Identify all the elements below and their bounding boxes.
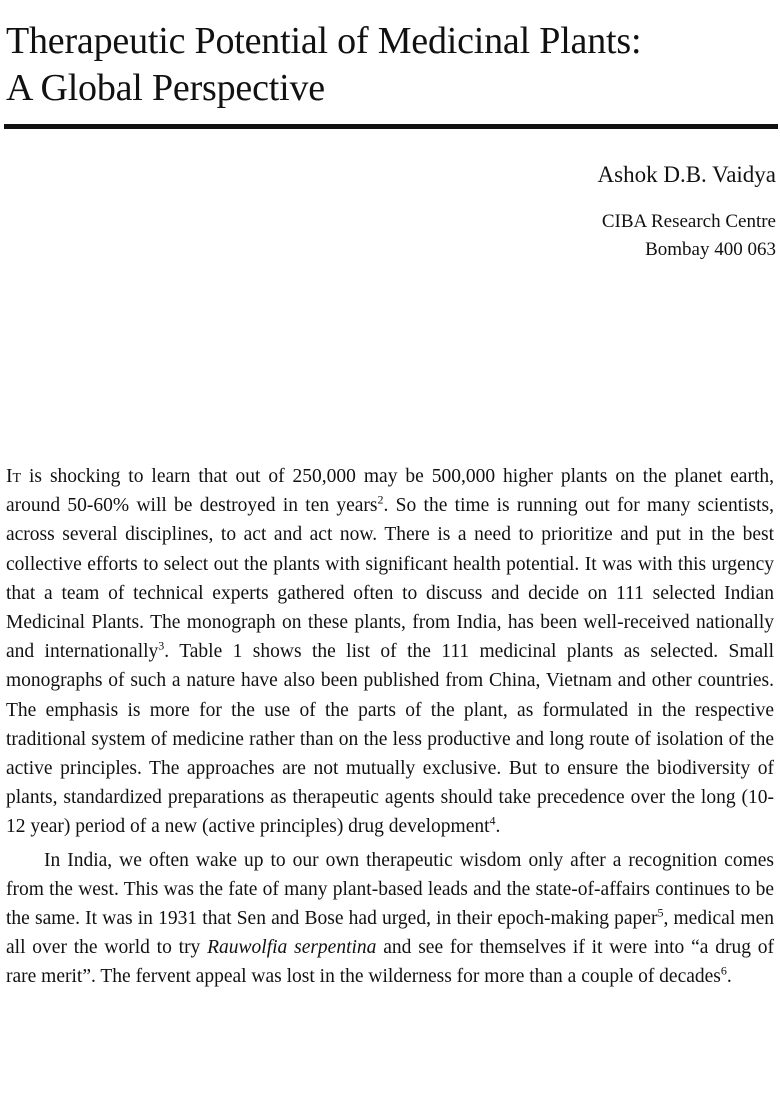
paragraph-1-text-b: . So the time is running out for many scientists, across several disciplines, to act and act now. There is a need to prioritize and put in the best collective efforts to select out the plants with significant health potential. It was with this urgency that a team of technical experts gathered often to discuss and decide on 111 selected Indian Medicinal Plants. The monograph on these plants, from India, has been well-received nationally and internationally — [6, 495, 775, 663]
title-line-2: A Global Perspective — [6, 67, 325, 109]
affiliation — [602, 208, 776, 264]
reference-2: 2 — [377, 492, 384, 507]
species-name: Rauwolfia serpentina — [207, 937, 377, 959]
author-name: Ashok D.B. Vaidya — [597, 162, 776, 187]
paragraph-1 — [6, 462, 774, 842]
reference-6: 6 — [720, 963, 727, 978]
article-body — [6, 462, 774, 992]
paragraph-1-text-c: . Table 1 shows the list of the 111 medicinal plants as selected. Small monographs of such a nature have also been published from China, Vietnam and other countries. The emphasis is more for the use of the parts of the plant, as formulated in the respective traditional system of medicine rather than on the less productive and long route of isolation of the active principles. The approaches are not mutually exclusive. But to ensure the biodiversity of plants, standardized preparations as therapeutic agents should take precedence over the long (10-12 year) period of a new (active principles) drug development — [6, 641, 774, 838]
reference-3: 3 — [158, 638, 165, 653]
title-rule — [4, 124, 778, 129]
paragraph-1-text-d: . — [495, 816, 501, 838]
paragraph-2-text-c: and see for themselves if it were into “a drug of rare merit”. The fervent appeal was lost in the wilderness for more than a couple of decades — [6, 937, 775, 988]
reference-5: 5 — [657, 905, 664, 920]
paragraph-2 — [6, 846, 774, 992]
paragraph-2-text-b: , medical men all over the world to try — [6, 908, 774, 959]
affiliation-line-2: Bombay 400 063 — [645, 239, 776, 260]
paragraph-2-text-d: . — [726, 966, 732, 988]
affiliation-line-1: CIBA Research Centre — [601, 211, 776, 232]
paper-title — [6, 18, 776, 112]
reference-4: 4 — [489, 813, 496, 828]
paragraph-1-text-a: is shocking to learn that out of 250,000 may be 500,000 higher plants on the planet earth, around 50-60% will be destroyed in ten years — [6, 466, 774, 517]
lead-word: It — [6, 466, 22, 487]
title-line-1: Therapeutic Potential of Medicinal Plants: — [6, 20, 642, 62]
paragraph-2-text-a: In India, we often wake up to our own therapeutic wisdom only after a recognition comes from the west. This was the fate of many plant-based leads and the state-of-affairs continues to be the same. It was in 1931 that Sen and Bose had urged, in their epoch-making paper — [6, 849, 774, 930]
